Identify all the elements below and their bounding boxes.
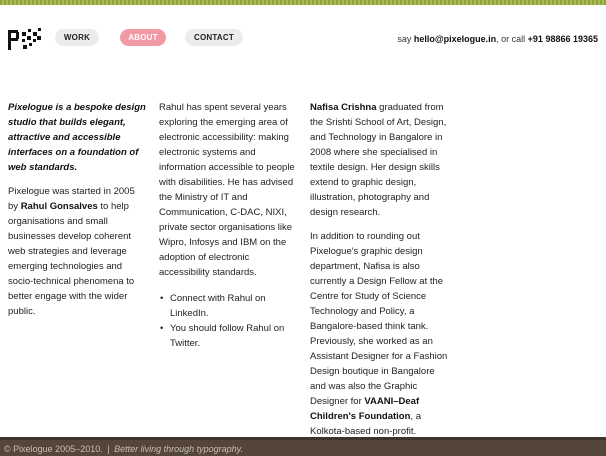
nafisa-bio-1-text: graduated from the Srishti School of Art, Design, and Technology in Bangalore in 2008 where she specialised in textile design. Her design skills extend to graphic design, illustration, photography and design research. bbox=[310, 102, 447, 218]
email-link[interactable]: hello@pixelogue.in bbox=[413, 34, 497, 44]
founder-name: Rahul Gonsalves bbox=[20, 201, 98, 212]
footer-slogan: Better living through typography. bbox=[114, 444, 244, 454]
about-column-nafisa bbox=[310, 100, 450, 448]
vaani-org: VAANI–Deaf Children's Foundation bbox=[310, 396, 420, 422]
twitter-link[interactable]: You should follow Rahul on Twitter. bbox=[170, 323, 285, 349]
footer-separator: | bbox=[107, 444, 110, 454]
intro-suffix: to help organisations and small businesses develop coherent web strategies and leverage emerging technologies and socio-technical phenomena to better engage with the wider public. bbox=[8, 201, 135, 317]
nafisa-bio-2-prefix: In addition to rounding out Pixelogue's graphic design department, Nafisa is also currently a Design Fellow at the Centre for Study of Science Technology and Policy, a Bangalore-based think tank. Previously, she worked as an Assistant Designer for a Fashion Design boutique in Bangalore and was also the Graphic Designer for bbox=[310, 231, 448, 407]
footer bbox=[0, 437, 606, 456]
phone-number: +91 98866 19365 bbox=[527, 34, 598, 44]
pixelogue-logo[interactable] bbox=[8, 28, 42, 52]
about-column-rahul bbox=[159, 100, 297, 351]
studio-intro bbox=[8, 184, 146, 319]
contact-prefix: say bbox=[397, 34, 414, 44]
linkedin-link[interactable]: Connect with Rahul on LinkedIn. bbox=[170, 293, 266, 319]
nav-about-button[interactable]: ABOUT bbox=[120, 29, 166, 46]
footer-text bbox=[4, 443, 243, 455]
list-item bbox=[159, 291, 297, 321]
nafisa-name: Nafisa Crishna bbox=[310, 102, 377, 113]
contact-info bbox=[397, 33, 598, 45]
nafisa-bio-1 bbox=[310, 100, 450, 220]
intro-prefix: Pixelogue was started in 2005 by bbox=[8, 186, 135, 212]
contact-middle: , or call bbox=[496, 34, 528, 44]
nav-work-button[interactable]: WORK bbox=[55, 29, 99, 46]
rahul-links bbox=[159, 291, 297, 351]
nafisa-bio-2-suffix: , a Kolkota-based non-profit. bbox=[310, 411, 421, 437]
footer-copyright: © Pixelogue 2005–2010. bbox=[4, 444, 103, 454]
nafisa-bio-2 bbox=[310, 229, 450, 439]
top-accent-bar bbox=[0, 0, 606, 5]
studio-tagline: Pixelogue is a bespoke design studio that builds elegant, attractive and accessible interfaces on a foundation of web standards. bbox=[8, 102, 146, 173]
about-column-studio bbox=[8, 100, 146, 328]
nav-contact-button[interactable]: CONTACT bbox=[185, 29, 243, 46]
list-item bbox=[159, 321, 297, 351]
rahul-bio: Rahul has spent several years exploring the emerging area of electronic accessibility: making electronic systems and information accessible to people with disabilities. He has advised the Ministry of IT and Communication, C-DAC, NIXI, private sector organisations like Wipro, Infosys and IBM on the adoption of electronic accessibility standards. bbox=[159, 102, 295, 278]
